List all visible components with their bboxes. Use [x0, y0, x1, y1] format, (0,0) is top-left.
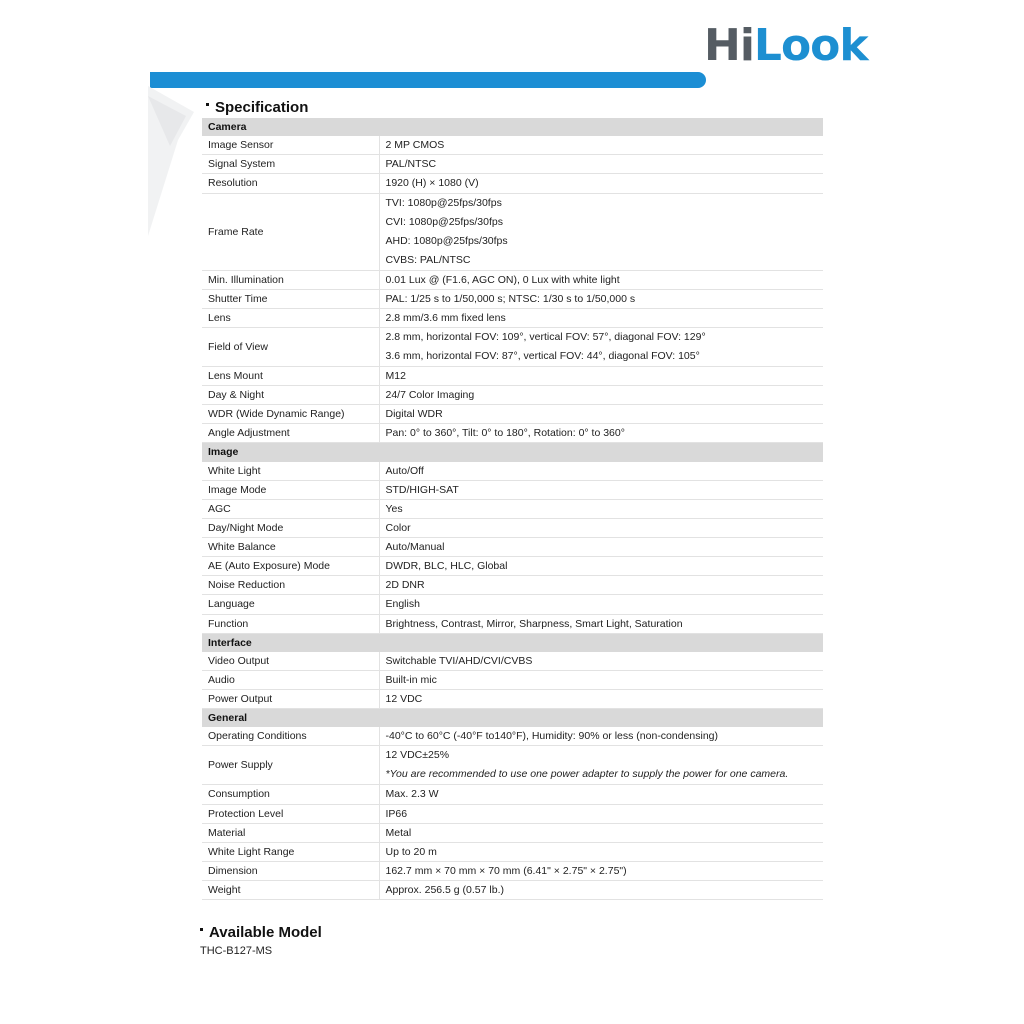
spec-label: Dimension [202, 861, 379, 880]
spec-value-line: 2.8 mm, horizontal FOV: 109°, vertical FOV: 57°, diagonal FOV: 129° [385, 330, 706, 343]
spec-label: Language [202, 595, 379, 614]
table-row [202, 842, 823, 861]
spec-label: Shutter Time [202, 289, 379, 308]
group-header-camera [202, 118, 823, 136]
logo-look: Look [753, 20, 868, 71]
table-row [202, 174, 823, 193]
logo-hi: Hi [704, 20, 754, 71]
table-row [202, 193, 823, 270]
spec-value: PAL/NTSC [379, 155, 823, 174]
spec-value: 2D DNR [379, 576, 823, 595]
spec-label: Material [202, 823, 379, 842]
spec-value-line: CVBS: PAL/NTSC [385, 253, 471, 266]
spec-value: Switchable TVI/AHD/CVI/CVBS [379, 652, 823, 671]
spec-value: 162.7 mm × 70 mm × 70 mm (6.41" × 2.75" × 2.75") [379, 861, 823, 880]
spec-value-line: AHD: 1080p@25fps/30fps [385, 234, 508, 247]
table-row [202, 557, 823, 576]
table-row [202, 652, 823, 671]
spec-value: 2 MP CMOS [379, 136, 823, 155]
table-row [202, 518, 823, 537]
spec-label: Frame Rate [202, 193, 379, 270]
spec-label: Image Mode [202, 480, 379, 499]
table-row [202, 136, 823, 155]
hilook-logo [704, 22, 868, 70]
spec-label: Operating Conditions [202, 727, 379, 746]
group-title: Interface [202, 633, 823, 652]
spec-value: M12 [379, 366, 823, 385]
group-title: General [202, 709, 823, 728]
spec-label: Signal System [202, 155, 379, 174]
spec-value: 12 VDC [379, 690, 823, 709]
specification-title: Specification [206, 99, 308, 116]
table-row [202, 823, 823, 842]
spec-label: Min. Illumination [202, 270, 379, 289]
table-row [202, 670, 823, 689]
spec-label: Day/Night Mode [202, 518, 379, 537]
table-row [202, 595, 823, 614]
spec-label: Field of View [202, 327, 379, 366]
spec-value: Auto/Manual [379, 538, 823, 557]
spec-value: Auto/Off [379, 462, 823, 481]
spec-label: Lens Mount [202, 366, 379, 385]
table-row [202, 366, 823, 385]
spec-label: Power Output [202, 690, 379, 709]
spec-value-line: 12 VDC±25% [385, 749, 450, 762]
table-row [202, 155, 823, 174]
spec-value: DWDR, BLC, HLC, Global [379, 557, 823, 576]
spec-value: STD/HIGH-SAT [379, 480, 823, 499]
spec-value: English [379, 595, 823, 614]
available-model-value: THC-B127-MS [200, 945, 273, 957]
specification-table [202, 118, 823, 900]
spec-label: Day & Night [202, 386, 379, 405]
table-row [202, 746, 823, 785]
table-row [202, 327, 823, 366]
spec-value [379, 193, 823, 270]
spec-value [379, 327, 823, 366]
spec-value: Digital WDR [379, 405, 823, 424]
spec-value: Brightness, Contrast, Mirror, Sharpness, Smart Light, Saturation [379, 614, 823, 633]
spec-value: Pan: 0° to 360°, Tilt: 0° to 180°, Rotation: 0° to 360° [379, 424, 823, 443]
decorative-shape-icon [148, 86, 198, 236]
spec-label: Consumption [202, 785, 379, 804]
spec-value: PAL: 1/25 s to 1/50,000 s; NTSC: 1/30 s to 1/50,000 s [379, 289, 823, 308]
table-row [202, 614, 823, 633]
table-row [202, 861, 823, 880]
table-row [202, 804, 823, 823]
spec-value-line: TVI: 1080p@25fps/30fps [385, 196, 502, 209]
spec-value: Yes [379, 499, 823, 518]
spec-value: Color [379, 518, 823, 537]
spec-label: Resolution [202, 174, 379, 193]
table-row [202, 386, 823, 405]
spec-label: White Light Range [202, 842, 379, 861]
table-row [202, 405, 823, 424]
group-title: Camera [202, 118, 823, 136]
spec-label: Function [202, 614, 379, 633]
spec-value: IP66 [379, 804, 823, 823]
spec-label: Lens [202, 308, 379, 327]
table-row [202, 727, 823, 746]
spec-label: Video Output [202, 652, 379, 671]
spec-label: Angle Adjustment [202, 424, 379, 443]
spec-value: 2.8 mm/3.6 mm fixed lens [379, 308, 823, 327]
spec-label: White Light [202, 462, 379, 481]
spec-label: Noise Reduction [202, 576, 379, 595]
spec-value: 0.01 Lux @ (F1.6, AGC ON), 0 Lux with white light [379, 270, 823, 289]
spec-label: Audio [202, 670, 379, 689]
table-row [202, 576, 823, 595]
table-row [202, 690, 823, 709]
spec-value: 24/7 Color Imaging [379, 386, 823, 405]
group-header-image [202, 443, 823, 462]
spec-value [379, 746, 823, 785]
spec-label: Image Sensor [202, 136, 379, 155]
spec-label: AE (Auto Exposure) Mode [202, 557, 379, 576]
table-row [202, 424, 823, 443]
spec-label: Protection Level [202, 804, 379, 823]
spec-value-line: 3.6 mm, horizontal FOV: 87°, vertical FOV: 44°, diagonal FOV: 105° [385, 349, 700, 362]
spec-value: Metal [379, 823, 823, 842]
available-model-title: Available Model [200, 924, 322, 941]
header-blue-bar [150, 72, 706, 88]
table-row [202, 785, 823, 804]
spec-label: Power Supply [202, 746, 379, 785]
spec-value: 1920 (H) × 1080 (V) [379, 174, 823, 193]
group-header-general [202, 709, 823, 728]
group-header-interface [202, 633, 823, 652]
table-row [202, 270, 823, 289]
spec-value-line: *You are recommended to use one power adapter to supply the power for one camera. [385, 768, 789, 781]
spec-value: Approx. 256.5 g (0.57 lb.) [379, 881, 823, 900]
spec-value: -40°C to 60°C (-40°F to140°F), Humidity: 90% or less (non-condensing) [379, 727, 823, 746]
table-row [202, 308, 823, 327]
table-row [202, 538, 823, 557]
spec-label: AGC [202, 499, 379, 518]
spec-label: Weight [202, 881, 379, 900]
table-row [202, 499, 823, 518]
group-title: Image [202, 443, 823, 462]
table-row [202, 881, 823, 900]
table-row [202, 462, 823, 481]
spec-value: Up to 20 m [379, 842, 823, 861]
spec-label: White Balance [202, 538, 379, 557]
spec-label: WDR (Wide Dynamic Range) [202, 405, 379, 424]
spec-value-line: CVI: 1080p@25fps/30fps [385, 215, 503, 228]
spec-value: Built-in mic [379, 670, 823, 689]
table-row [202, 289, 823, 308]
table-row [202, 480, 823, 499]
spec-value: Max. 2.3 W [379, 785, 823, 804]
